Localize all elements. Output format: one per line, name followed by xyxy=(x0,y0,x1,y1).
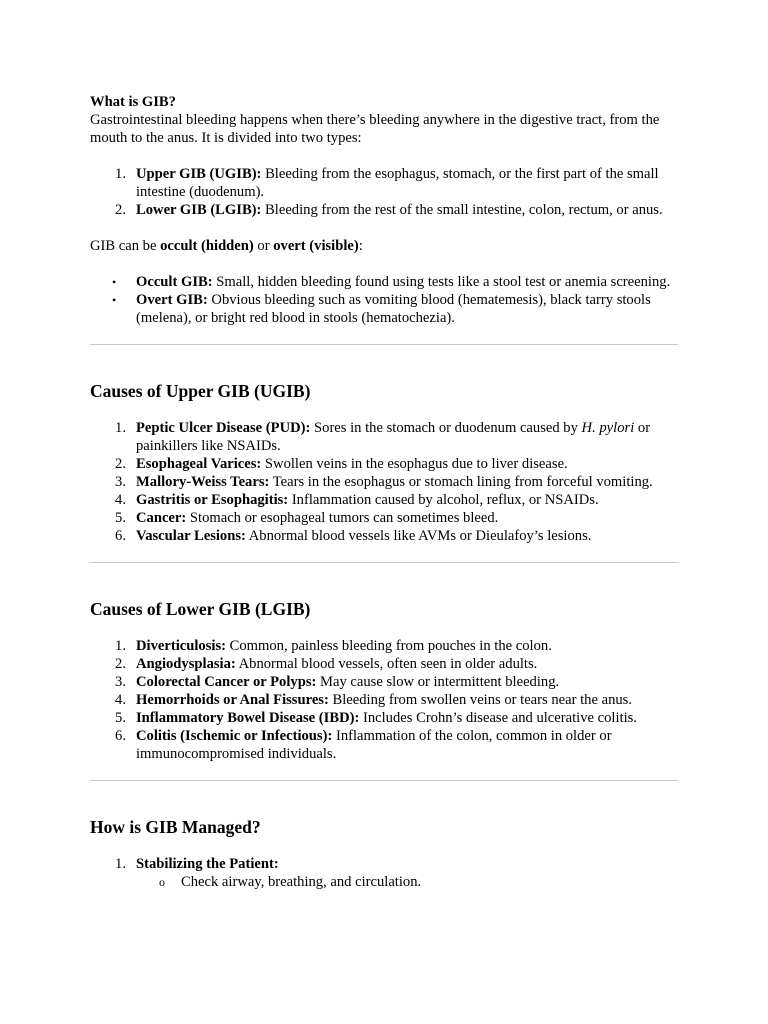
bullet-icon: • xyxy=(112,275,117,289)
gib-types-list xyxy=(90,165,680,219)
management-steps-list xyxy=(90,855,680,873)
list-number: 1. xyxy=(115,638,126,654)
list-item xyxy=(90,273,680,291)
description: Stomach or esophageal tumors can sometimes bleed. xyxy=(186,510,499,526)
description: Abnormal blood vessels like AVMs or Dieulafoy’s lesions. xyxy=(245,528,592,544)
document-page xyxy=(90,93,680,891)
description: Swollen veins in the esophagus due to liver disease. xyxy=(261,456,568,472)
description: or painkillers like NSAIDs. xyxy=(136,420,651,454)
list-item xyxy=(90,655,680,673)
list-number: 1. xyxy=(115,166,126,182)
list-number: 2. xyxy=(115,656,126,672)
list-number: 5. xyxy=(115,510,126,526)
list-item xyxy=(90,691,680,709)
list-item xyxy=(90,637,680,655)
list-number: 1. xyxy=(115,420,126,436)
gib-forms-list xyxy=(90,273,680,327)
description: Bleeding from the rest of the small intestine, colon, rectum, or anus. xyxy=(261,202,663,218)
list-item xyxy=(90,473,680,491)
term: Inflammatory Bowel Disease (IBD): xyxy=(136,710,360,726)
list-number: 2. xyxy=(115,202,126,218)
list-item xyxy=(90,455,680,473)
lgib-causes-list xyxy=(90,637,680,763)
italic-term: H. pylori xyxy=(581,420,635,436)
term: Stabilizing the Patient: xyxy=(136,856,279,872)
list-number: 6. xyxy=(115,728,126,744)
text: or xyxy=(253,238,274,254)
gib-forms-sentence xyxy=(90,237,680,255)
term: Vascular Lesions: xyxy=(136,528,246,544)
list-number: 3. xyxy=(115,474,126,490)
list-item xyxy=(90,709,680,727)
list-number: 4. xyxy=(115,692,126,708)
description: Abnormal blood vessels, often seen in older adults. xyxy=(235,656,538,672)
list-item xyxy=(90,727,680,763)
section-heading-management: How is GIB Managed? xyxy=(90,817,261,837)
list-number: 4. xyxy=(115,492,126,508)
description: Sores in the stomach or duodenum caused by xyxy=(310,420,582,436)
section-title-what-is-gib: What is GIB? xyxy=(90,94,176,110)
term-overt: overt (visible) xyxy=(273,238,359,254)
list-item xyxy=(90,855,680,873)
term-occult: occult (hidden) xyxy=(160,238,254,254)
term: Angiodysplasia: xyxy=(136,656,236,672)
sub-list-item xyxy=(90,873,680,891)
list-number: 6. xyxy=(115,528,126,544)
description: May cause slow or intermittent bleeding. xyxy=(316,674,560,690)
term: Hemorrhoids or Anal Fissures: xyxy=(136,692,329,708)
term: Cancer: xyxy=(136,510,187,526)
text: GIB can be xyxy=(90,238,161,254)
term: Upper GIB (UGIB): xyxy=(136,166,262,182)
description: Obvious bleeding such as vomiting blood (hematemesis), black tarry stools (melena), or bright red blood in stools (hematochezia). xyxy=(136,292,651,326)
description: Includes Crohn’s disease and ulcerative colitis. xyxy=(359,710,637,726)
list-number: 2. xyxy=(115,456,126,472)
list-item xyxy=(90,165,680,201)
list-number: 3. xyxy=(115,674,126,690)
list-item xyxy=(90,419,680,455)
list-number: 5. xyxy=(115,710,126,726)
description: Check airway, breathing, and circulation. xyxy=(181,874,422,890)
description: Tears in the esophagus or stomach lining from forceful vomiting. xyxy=(269,474,653,490)
term: Colitis (Ischemic or Infectious): xyxy=(136,728,333,744)
term: Occult GIB: xyxy=(136,274,213,290)
list-item xyxy=(90,291,680,327)
term: Diverticulosis: xyxy=(136,638,226,654)
description: Bleeding from swollen veins or tears near the anus. xyxy=(328,692,632,708)
bullet-icon: • xyxy=(112,293,117,307)
intro-paragraph: Gastrointestinal bleeding happens when there’s bleeding anywhere in the digestive tract, from the mouth to the anus. It is divided into two types: xyxy=(90,112,660,146)
ugib-causes-list xyxy=(90,419,680,545)
circle-bullet-icon: o xyxy=(159,875,165,889)
list-number: 1. xyxy=(115,856,126,872)
term: Lower GIB (LGIB): xyxy=(136,202,262,218)
description: Small, hidden bleeding found using tests like a stool test or anemia screening. xyxy=(212,274,671,290)
list-item xyxy=(90,491,680,509)
description: Inflammation caused by alcohol, reflux, or NSAIDs. xyxy=(288,492,599,508)
description: Inflammation of the colon, common in older or immunocompromised individuals. xyxy=(136,728,612,762)
text: : xyxy=(358,238,363,254)
section-heading-lgib: Causes of Lower GIB (LGIB) xyxy=(90,599,311,619)
term: Colorectal Cancer or Polyps: xyxy=(136,674,317,690)
term: Mallory-Weiss Tears: xyxy=(136,474,270,490)
list-item xyxy=(90,527,680,545)
list-item xyxy=(90,201,680,219)
term: Esophageal Varices: xyxy=(136,456,262,472)
list-item xyxy=(90,673,680,691)
term: Gastritis or Esophagitis: xyxy=(136,492,289,508)
description: Bleeding from the esophagus, stomach, or the first part of the small intestine (duodenum). xyxy=(136,166,659,200)
list-item xyxy=(90,509,680,527)
section-heading-ugib: Causes of Upper GIB (UGIB) xyxy=(90,381,311,401)
term: Overt GIB: xyxy=(136,292,208,308)
term: Peptic Ulcer Disease (PUD): xyxy=(136,420,311,436)
description: Common, painless bleeding from pouches in the colon. xyxy=(225,638,552,654)
